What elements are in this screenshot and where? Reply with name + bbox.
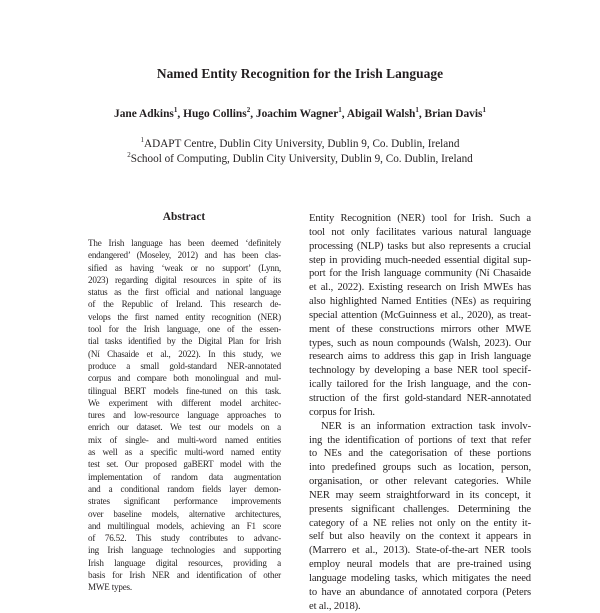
- abstract-text-line: (Ní Chasaide et al., 2022). In this study, we: [88, 348, 281, 359]
- body-text-line: organisation, or other relevant categories. While: [309, 476, 531, 488]
- abstract-text-line: as well as a specific multi-word named entity: [88, 447, 281, 458]
- abstract-text-line: velops the first named entity recognition (NER): [88, 311, 281, 322]
- abstract-text-line: and a conditional random fields layer demon-: [88, 483, 281, 494]
- body-text-line: step in providing much-needed essential digital sup-: [309, 254, 531, 266]
- author-affiliation-marker: 1: [415, 106, 419, 114]
- body-text-line: processing (NLP) tasks but also represents a crucial: [309, 240, 531, 252]
- affiliation-marker: 2: [127, 151, 131, 159]
- body-text-line: ment of these constructions mirrors other MWE: [309, 323, 531, 335]
- body-text-line: language modeling tasks, which mitigates the need: [309, 572, 531, 584]
- body-text-line: to NEs and the categorisation of these portions: [309, 448, 531, 460]
- body-text-line: NER may seem straightforward in its concept, it: [309, 489, 531, 501]
- author-name: Joachim Wagner: [255, 108, 339, 120]
- author-name: Brian Davis: [424, 108, 483, 120]
- body-text-column: [309, 212, 531, 613]
- abstract-text-line: and multilingual models, achieving an F1 score: [88, 520, 281, 531]
- body-text-line: struction of the first gold-standard NER-annotated: [309, 392, 531, 404]
- paper-title: Named Entity Recognition for the Irish Language: [156, 66, 444, 81]
- author-name: Abigail Walsh: [346, 108, 416, 120]
- body-text-line: research aims to address this gap in Irish language: [309, 351, 531, 363]
- author-affiliation-marker: 1: [173, 106, 178, 114]
- body-text-line: et al., 2018).: [309, 600, 361, 612]
- abstract-text-line: We experiment with different model architec-: [88, 397, 281, 408]
- affiliation-text: ADAPT Centre, Dublin City University, Dublin 9, Co. Dublin, Ireland: [144, 138, 460, 150]
- body-text-line: ing the identification of portions of text that refer: [309, 434, 531, 446]
- body-text-line: presents significant challenges. Determining the: [309, 503, 531, 515]
- abstract-text-line: of 76.52. This study contributes to advanc-: [88, 533, 281, 544]
- body-text-line: types, such as noun compounds (Walsh, 2023). Our: [309, 337, 531, 349]
- abstract-text-line: The Irish language has been deemed ‘definitely: [88, 238, 281, 248]
- abstract-text-line: tures and low-resource language approaches to: [88, 410, 281, 421]
- affiliation-text: School of Computing, Dublin City University, Dublin 9, Co. Dublin, Ireland: [130, 153, 473, 165]
- abstract-text-line: produce a small gold-standard NER-annotated: [88, 360, 281, 371]
- body-text-line: into predefined groups such as location, person,: [309, 462, 531, 474]
- body-text-line: tool not only facilitates various natural language: [309, 226, 531, 238]
- abstract-text-line: 2023) regarding digital resources in spite of its: [88, 274, 281, 285]
- affiliation-line: [0, 153, 600, 165]
- body-text-line: self but also heavily on the context it appears in: [309, 531, 531, 543]
- affiliation-marker: 1: [140, 136, 145, 144]
- affiliation-line: [0, 138, 600, 150]
- body-text-line: to have an abundance of annotated corpora (Peters: [309, 586, 531, 598]
- abstract-text-line: strates significant performance improvements: [88, 496, 281, 507]
- abstract-text-line: implementation of random data augmentation: [88, 471, 281, 482]
- author-affiliation-marker: 1: [338, 106, 342, 114]
- abstract-text-line: enrich our dataset. We test our models on a: [88, 422, 281, 433]
- abstract-text-line: tool for the Irish language, one of the essen-: [88, 324, 281, 335]
- author-affiliation-marker: 2: [246, 106, 251, 114]
- body-text-line: technology by developing a base NER tool specif-: [309, 365, 531, 377]
- author-list: Jane Adkins$^1$, Hugo Collins$^2$, Joachim Wagner$^1$, Abigail Walsh$^1$, Brian Davis$^1$: [114, 106, 486, 120]
- abstract-text-line: mix of single- and multi-word named entities: [88, 434, 281, 445]
- body-text-line: et al., 2022). Existing research on Irish MWEs has: [309, 282, 531, 294]
- abstract-text-line: corpus and compare both monolingual and mul-: [88, 373, 281, 384]
- abstract-text-line: tial tasks identified by the Digital Plan for Irish: [88, 336, 281, 347]
- abstract-text-line: of the Republic of Ireland. This research de-: [88, 299, 281, 310]
- body-text-line: special attention (McGuinness et al., 2020), as treat-: [309, 309, 531, 321]
- abstract-text-line: status as the first official and national language: [88, 287, 281, 298]
- abstract-text-line: MWE types.: [88, 582, 132, 593]
- body-text-line: also highlighted Named Entities (NEs) as requiring: [309, 296, 531, 308]
- body-text-line: ically tailored for the Irish language, and the con-: [309, 379, 531, 391]
- body-text-line: category of a NE relies not only on the entity it-: [309, 517, 531, 529]
- abstract-text-line: tilingual BERT models fine-tuned on this task.: [88, 385, 281, 396]
- abstract-heading: Abstract: [162, 211, 206, 223]
- abstract-text-line: test set. Our proposed gaBERT model with the: [88, 459, 281, 470]
- author-name: Jane Adkins: [114, 108, 174, 120]
- author-affiliation-marker: 1: [482, 106, 486, 114]
- abstract-text-line: basis for Irish NER and identification of other: [88, 570, 281, 581]
- abstract-body: [88, 237, 281, 594]
- abstract-text-line: over baseline models, alternative architectures,: [88, 508, 281, 519]
- body-text-line: port for the Irish language community (Ní Chasaide: [309, 268, 531, 280]
- body-text-line: Entity Recognition (NER) tool for Irish. Such a: [309, 213, 531, 224]
- body-text-line: corpus for Irish.: [309, 406, 375, 418]
- abstract-text-line: endangered’ (Moseley, 2012) and has been clas-: [88, 250, 281, 261]
- body-text-line: (Marrero et al., 2013). State-of-the-art NER tools: [309, 545, 531, 557]
- body-text-line: employ neural models that are pre-trained using: [309, 559, 531, 571]
- author-name: Hugo Collins: [183, 108, 247, 120]
- abstract-text-line: ing Irish language technologies and supporting: [88, 545, 281, 556]
- abstract-text-line: Irish language digital resources, providing a: [88, 557, 281, 568]
- abstract-text-line: sified as having ‘weak or no support’ (Lynn,: [88, 262, 281, 273]
- body-text-line: NER is an information extraction task involv-: [321, 420, 531, 432]
